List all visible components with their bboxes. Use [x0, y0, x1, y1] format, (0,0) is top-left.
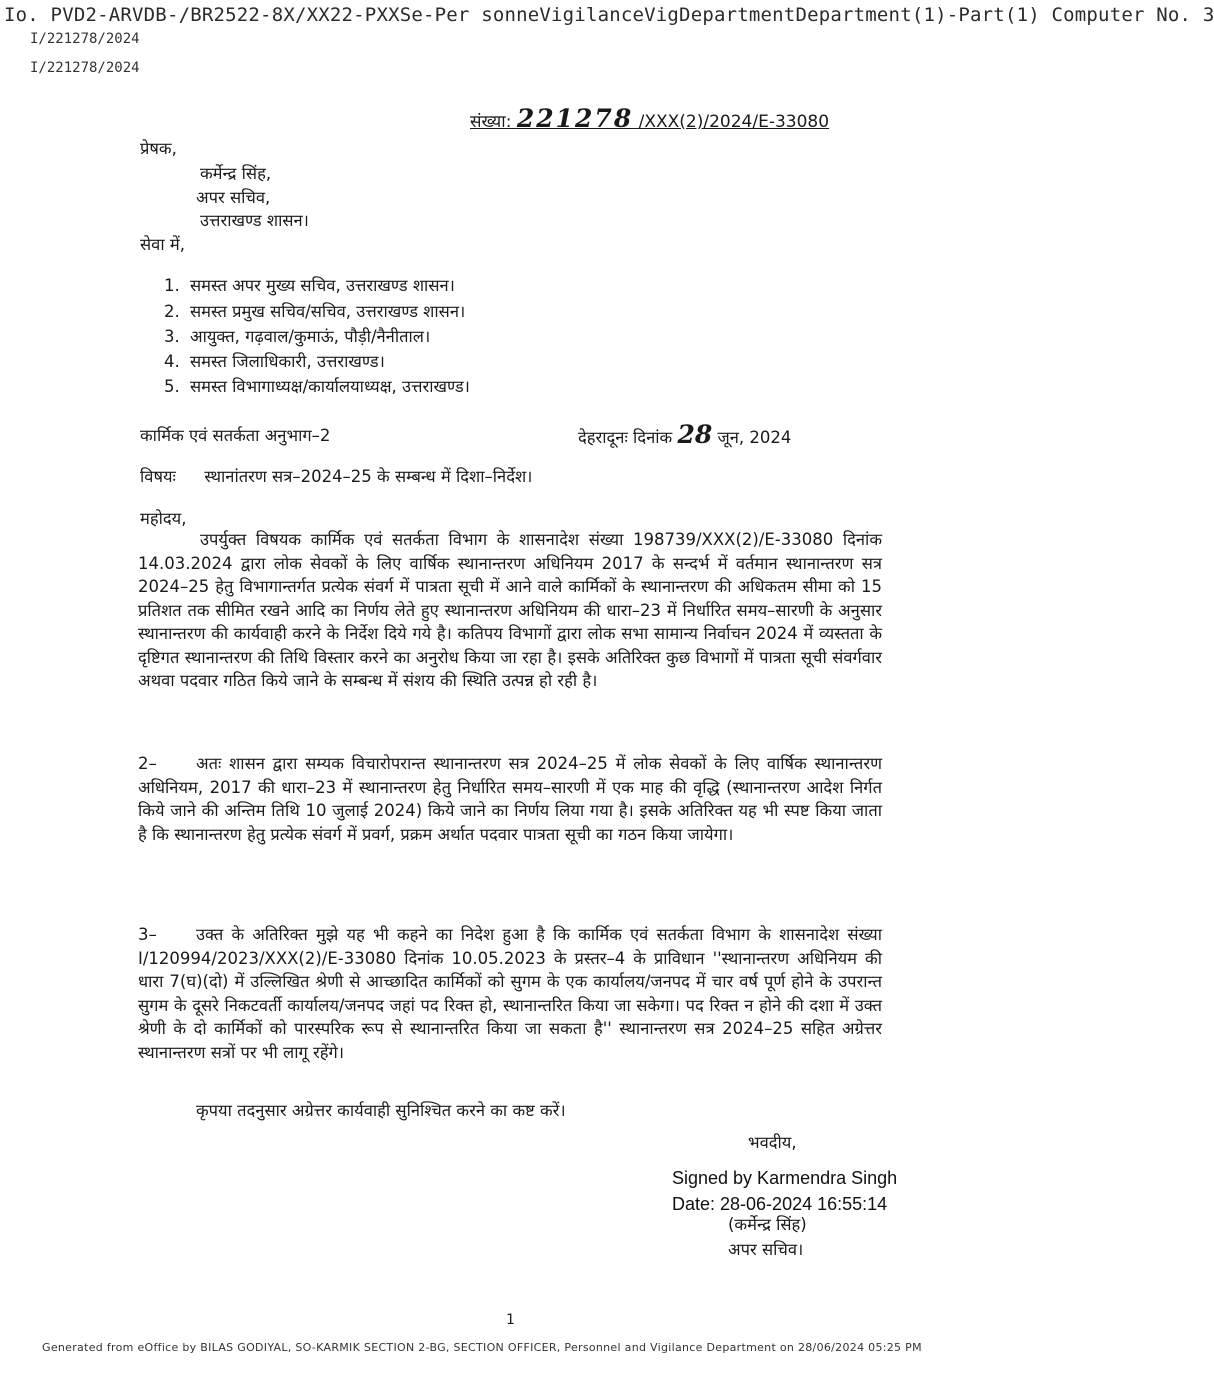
header-computer-number-repeat: I/221278/2024 [30, 60, 140, 76]
recipient-number: 2. [164, 302, 180, 321]
subject-label: विषयः [140, 467, 176, 486]
header-computer-number: I/221278/2024 [30, 31, 140, 47]
recipient-item [164, 273, 455, 296]
body-paragraph-1 [138, 528, 882, 693]
recipient-text: समस्त अपर मुख्य सचिव, उत्तराखण्ड शासन। [190, 276, 455, 295]
recipient-text: आयुक्त, गढ़वाल/कुमाऊं, पौड़ी/नैनीताल। [190, 327, 431, 346]
body-paragraph-2 [138, 752, 882, 846]
sender-name: कर्मेन्द्र सिंह, [200, 164, 272, 183]
recipient-text: समस्त जिलाधिकारी, उत्तराखण्ड। [190, 352, 385, 371]
paragraph-2-number: 2– [138, 754, 157, 773]
valediction: भवदीय, [748, 1133, 797, 1152]
reference-prefix: संख्या: [470, 112, 512, 132]
digital-signature-signed-by: Signed by Karmendra Singh [672, 1168, 898, 1188]
signatory-name: (कर्मेन्द्र सिंह) [728, 1215, 807, 1234]
paragraph-1-text: उपर्युक्त विषयक कार्मिक एवं सतर्कता विभाग के शासनादेश संख्या 198739/XXX(2)/E-33080 दिनांक 14.03.2024 द्वारा लोक सेवकों के लिए वार्षिक स्थानान्तरण अधिनियम 2017 के सन्दर्भ में वर्तमान स्थानान्तरण सत्र 2024–25 हेतु विभागान्तर्गत प्रत्येक संवर्ग में पात्रता सूची में आने वाले कार्मिकों के स्थानान्तरण की अधिकतम सीमा को 15 प्रतिशत तक सीमित रखने आदि का निर्णय लेते हुए स्थानान्तरण अधिनियम की धारा–23 में निर्धारित समय–सारणी के अनुसार स्थानान्तरण की कार्यवाही करने के निर्देश दिये गये है। कतिपय विभागों द्वारा लोक सभा सामान्य निर्वाचन 2024 में व्यस्तता के दृष्टिगत स्थानान्तरण की तिथि विस्तार करने का अनुरोध किया जा रहा है। इसके अतिरिक्त कुछ विभागों में पात्रता सूची संवर्गवार अथवा पदवार गठित किये जाने के सम्बन्ध में संशय की स्थिति उत्पन्न हो रही है। [138, 530, 882, 690]
subject-line [140, 464, 532, 487]
place-date [578, 420, 791, 449]
page-number: 1 [506, 1312, 515, 1328]
sender-office: उत्तराखण्ड शासन। [200, 211, 309, 230]
date-month-year: जून, 2024 [717, 428, 792, 447]
recipient-item [164, 349, 385, 372]
header-file-number-line: Io. PVD2-ARVDB-/BR2522-8X/XX22-PXXSe-Per sonneVigilanceVigDepartmentDepartment(1)-Part(1) Computer No. 3 [4, 4, 1214, 26]
reference-handwritten-number: 221278 [516, 104, 634, 133]
body-paragraph-3 [138, 923, 882, 1064]
sender-label: प्रेषक, [140, 139, 177, 158]
paragraph-3-number: 3– [138, 925, 157, 944]
recipient-text: समस्त विभागाध्यक्ष/कार्यालयाध्यक्ष, उत्तराखण्ड। [190, 377, 470, 396]
place-date-prefix: देहरादूनः दिनांक [578, 428, 673, 447]
recipients-label: सेवा में, [140, 235, 185, 254]
letter-reference-number [470, 104, 829, 133]
recipient-item [164, 374, 470, 397]
recipient-number: 5. [164, 377, 180, 396]
paragraph-2-text: अतः शासन द्वारा सम्यक विचारोपरान्त स्थानान्तरण सत्र 2024–25 में लोक सेवकों के लिए वार्षिक स्थानान्तरण अधिनियम, 2017 की धारा–23 में स्थानान्तरण हेतु निर्धारित समय–सारणी में एक माह की वृद्धि (स्थानान्तरण आदेश निर्गत किये जाने की अन्तिम तिथि 10 जुलाई 2024) किये जाने का निर्णय लिया गया है। इसके अतिरिक्त यह भी स्पष्ट किया जाता है कि स्थानान्तरण हेतु प्रत्येक संवर्ग में प्रवर्ग, प्रक्रम अर्थात पदवार पात्रता सूची का गठन किया जायेगा। [138, 754, 882, 844]
reference-suffix: /XXX(2)/2024/E-33080 [638, 112, 830, 132]
recipient-item [164, 299, 465, 322]
eoffice-footer: Generated from eOffice by BILAS GODIYAL, SO-KARMIK SECTION 2-BG, SECTION OFFICER, Personnel and Vigilance Department on 28/06/2024 05:25 PM [42, 1341, 922, 1354]
department-section: कार्मिक एवं सतर्कता अनुभाग–2 [140, 426, 331, 445]
recipient-number: 4. [164, 352, 180, 371]
salutation: महोदय, [140, 509, 187, 528]
date-handwritten-day: 28 [677, 420, 713, 449]
paragraph-3-text: उक्त के अतिरिक्त मुझे यह भी कहने का निदेश हुआ है कि कार्मिक एवं सतर्कता विभाग के शासनादेश संख्या I/120994/2023/XXX(2)/E-33080 दिनांक 10.05.2023 के प्रस्तर–4 के प्राविधान ''स्थानान्तरण अधिनियम की धारा 7(घ)(दो) में उल्लिखित श्रेणी से आच्छादित कार्मिकों को सुगम के एक कार्यालय/जनपद में चार वर्ष पूर्ण होने के उपरान्त सुगम के दूसरे निकटवर्ती कार्यालय/जनपद जहां पद रिक्त हो, स्थानान्तरित किया जा सकेगा। पद रिक्त न होने की दशा में उक्त श्रेणी के दो कार्मिकों को पारस्परिक रूप से स्थानान्तरित किया जा सकता है'' स्थानान्तरण सत्र 2024–25 सहित अग्रेत्तर स्थानान्तरण सत्रों पर भी लागू रहेंगे। [138, 925, 882, 1062]
signatory-designation: अपर सचिव। [728, 1240, 804, 1259]
closing-request: कृपया तदनुसार अग्रेत्तर कार्यवाही सुनिश्चित करने का कष्ट करें। [196, 1101, 566, 1120]
recipient-item [164, 324, 430, 347]
recipient-number: 1. [164, 276, 180, 295]
recipient-text: समस्त प्रमुख सचिव/सचिव, उत्तराखण्ड शासन। [190, 302, 466, 321]
recipient-number: 3. [164, 327, 180, 346]
sender-designation: अपर सचिव, [196, 188, 271, 207]
digital-signature-date: Date: 28-06-2024 16:55:14 [672, 1194, 888, 1214]
subject-text: स्थानांतरण सत्र–2024–25 के सम्बन्ध में दिशा–निर्देश। [204, 467, 533, 486]
